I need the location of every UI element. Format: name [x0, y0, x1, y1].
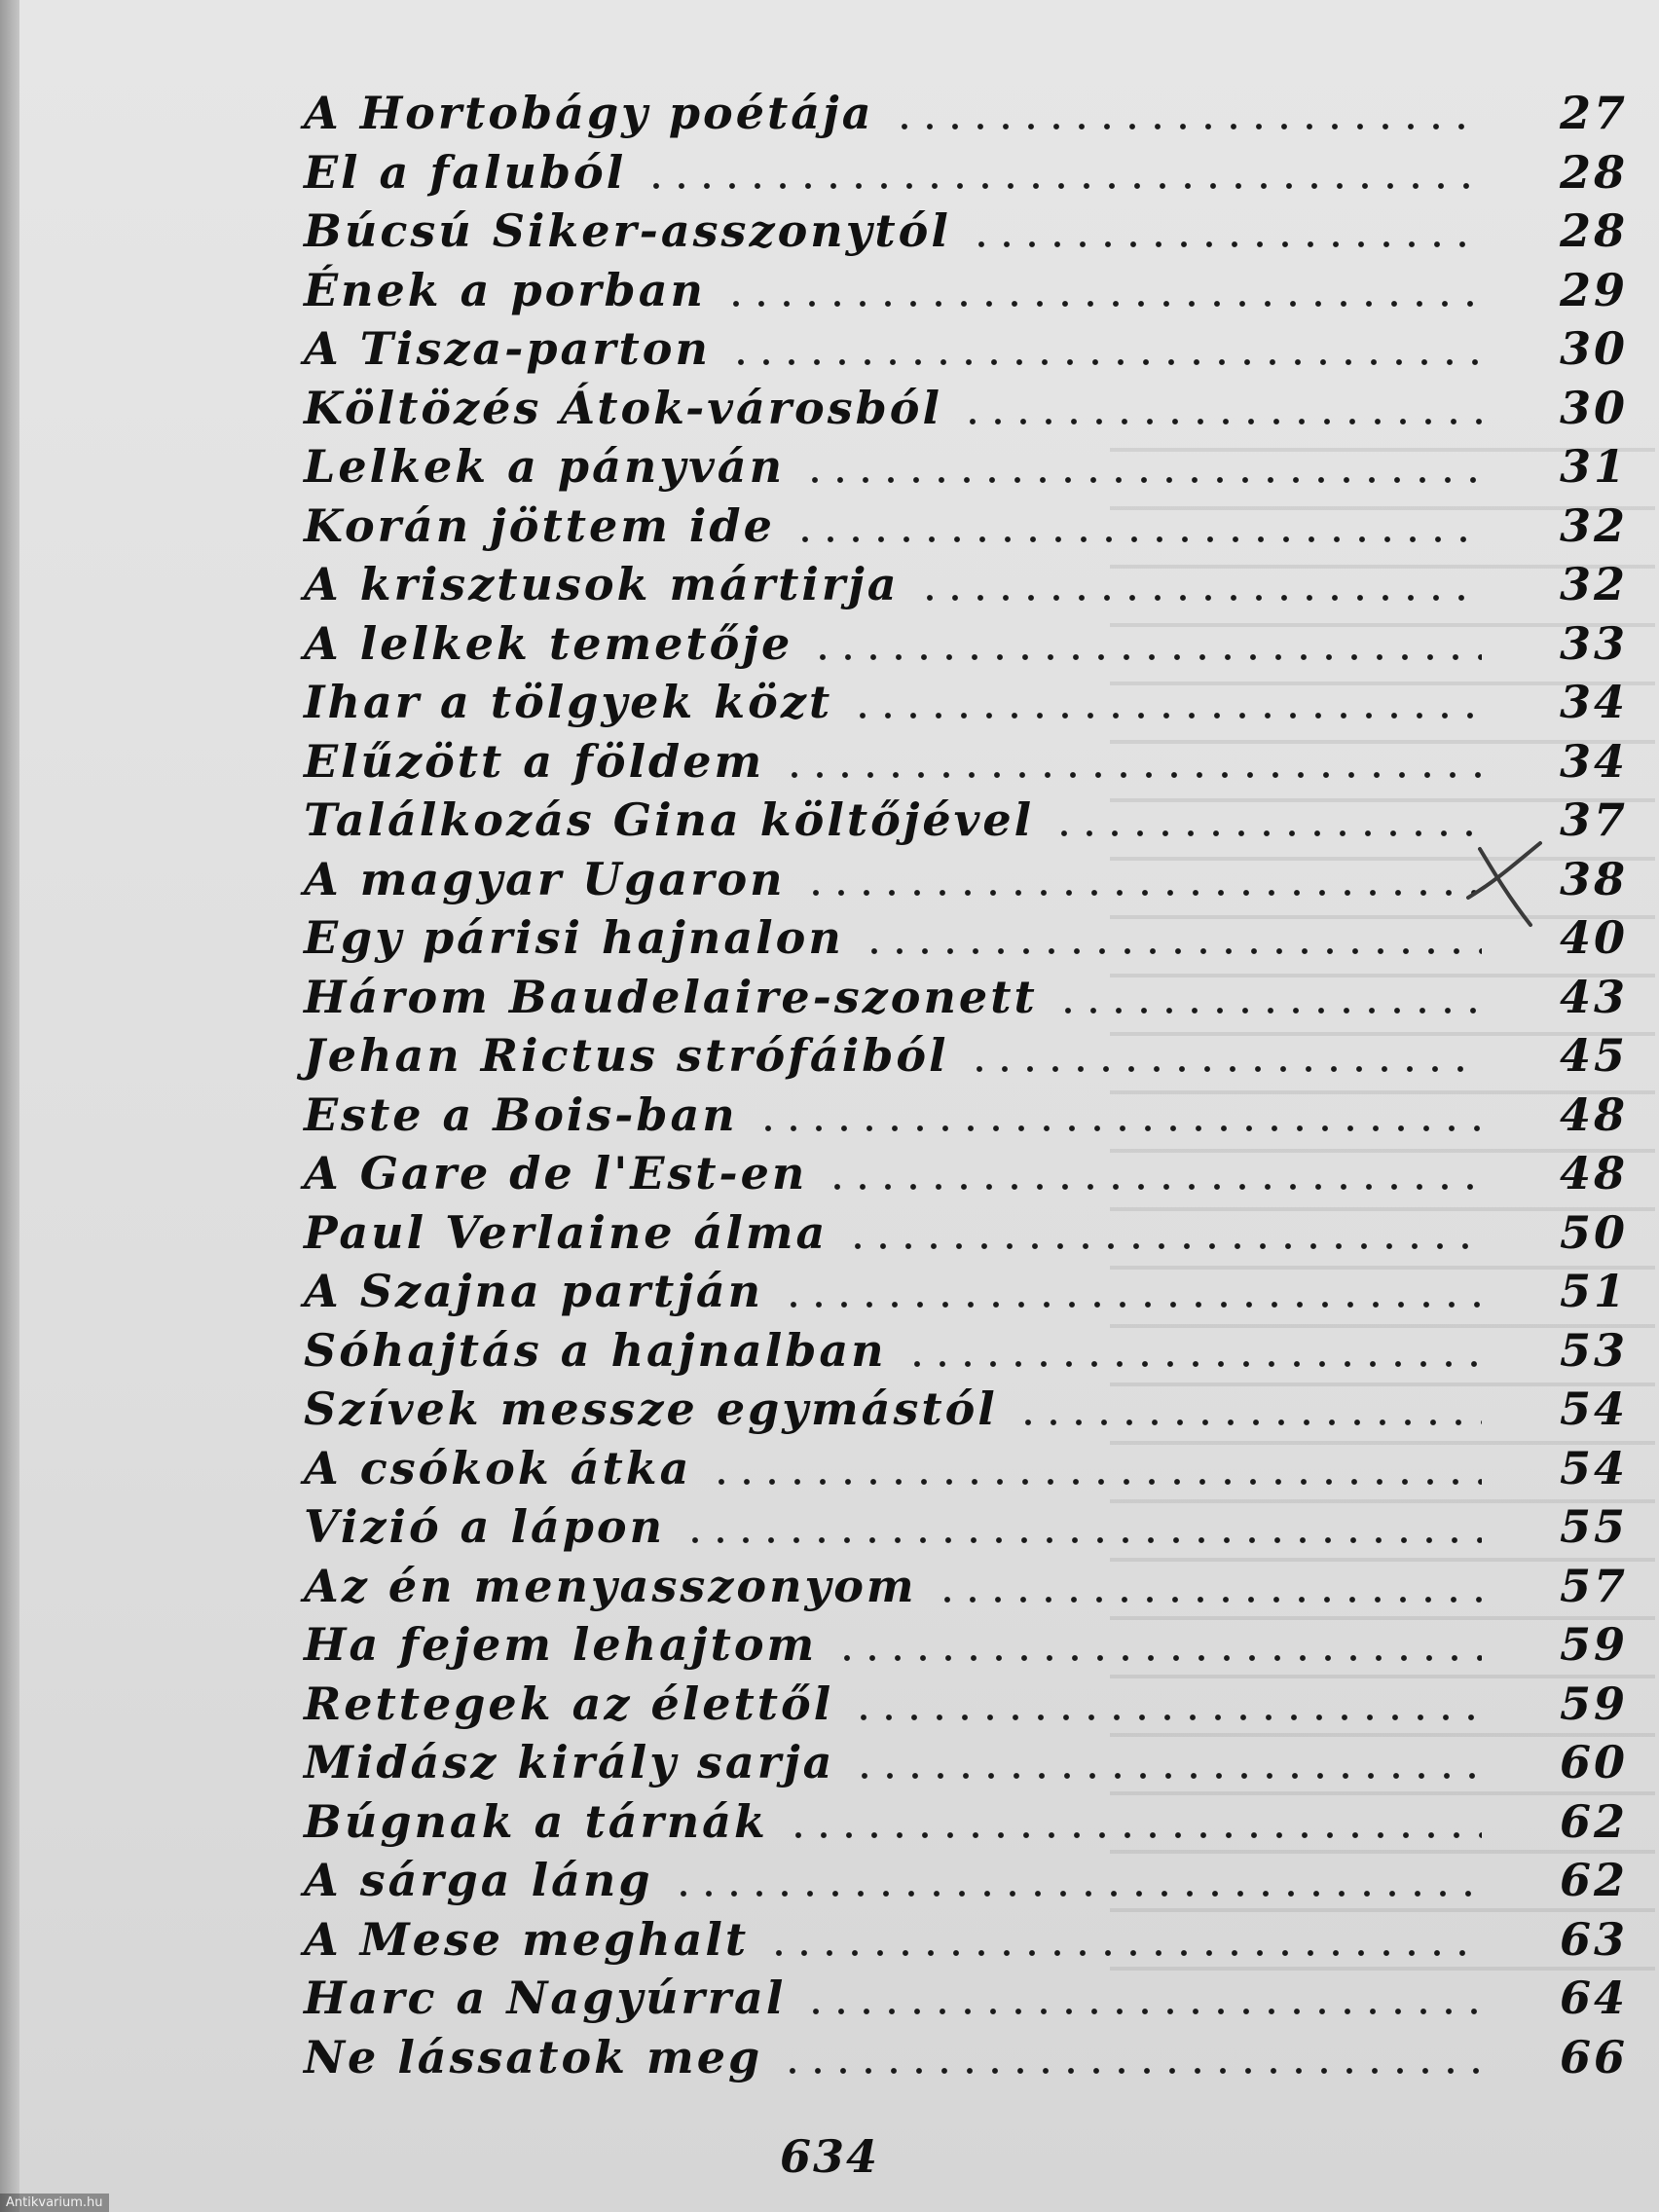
toc-entry-title: A magyar Ugaron [304, 852, 786, 905]
toc-entry-page: 28 [1559, 204, 1628, 258]
toc-entry-title: Midász király sarja [304, 1736, 835, 1789]
toc-entry [304, 1557, 1628, 1616]
toc-entry-title: Költözés Átok-városból [304, 381, 942, 434]
dot-leader [780, 2035, 1482, 2080]
toc-entry-page: 50 [1559, 1205, 1628, 1259]
toc-entry-page: 30 [1559, 381, 1628, 434]
toc-entry [304, 379, 1628, 438]
toc-entry-title: Ne lássatok meg [304, 2030, 763, 2083]
toc-entry-page: 48 [1559, 1088, 1628, 1141]
dot-leader [682, 1504, 1482, 1549]
toc-entry-title: Paul Verlaine álma [304, 1205, 829, 1259]
toc-entry-page: 45 [1559, 1029, 1628, 1083]
toc-entry-title: A Tisza-parton [304, 322, 711, 376]
toc-entry-page: 40 [1559, 911, 1628, 965]
table-of-contents [304, 84, 1628, 2086]
toc-entry [304, 1969, 1628, 2028]
toc-entry [304, 1026, 1628, 1086]
dot-leader [802, 444, 1482, 489]
toc-entry [304, 84, 1628, 143]
toc-entry [304, 908, 1628, 968]
toc-entry [304, 791, 1628, 850]
toc-entry [304, 1380, 1628, 1439]
toc-entry [304, 143, 1628, 203]
toc-entry-title: Ihar a tölgyek közt [304, 676, 833, 729]
toc-entry-title: Sóhajtás a hajnalban [304, 1323, 887, 1377]
toc-entry-title: A Mese meghalt [304, 1912, 750, 1966]
toc-entry-page: 64 [1559, 1972, 1628, 2025]
toc-entry [304, 319, 1628, 379]
toc-entry-page: 28 [1559, 145, 1628, 199]
toc-entry-title: Jehan Rictus strófáiból [304, 1029, 949, 1083]
toc-entry [304, 497, 1628, 556]
toc-entry [304, 1733, 1628, 1792]
toc-entry-title: Lelkek a pányván [304, 440, 786, 494]
toc-entry-title: Este a Bois-ban [304, 1088, 738, 1141]
toc-entry-title: Szívek messze egymástól [304, 1382, 998, 1436]
toc-entry-page: 59 [1559, 1618, 1628, 1672]
dot-leader [845, 1210, 1482, 1255]
toc-entry-title: Egy párisi hajnalon [304, 911, 844, 965]
toc-entry [304, 1144, 1628, 1203]
toc-entry-page: 51 [1559, 1265, 1628, 1318]
toc-entry [304, 1203, 1628, 1263]
dot-leader [834, 1622, 1482, 1667]
toc-entry [304, 1675, 1628, 1734]
toc-entry-page: 34 [1559, 676, 1628, 729]
dot-leader [1051, 797, 1482, 842]
dot-leader [892, 91, 1482, 135]
toc-entry-title: Az én menyasszonyom [304, 1559, 917, 1612]
toc-entry-page: 32 [1559, 558, 1628, 611]
toc-entry-page: 55 [1559, 1500, 1628, 1554]
toc-entry [304, 1910, 1628, 1970]
toc-entry-page: 66 [1559, 2030, 1628, 2083]
toc-entry-page: 63 [1559, 1912, 1628, 1966]
dot-leader [756, 1092, 1482, 1137]
toc-entry [304, 968, 1628, 1027]
toc-entry-title: A Hortobágy poétája [304, 87, 874, 140]
dot-leader [786, 1799, 1482, 1844]
dot-leader [967, 1033, 1482, 1078]
dot-leader [825, 1151, 1482, 1196]
toc-entry-page: 27 [1559, 87, 1628, 140]
toc-entry-title: Korán jöttem ide [304, 498, 775, 552]
toc-entry [304, 850, 1628, 909]
dot-leader [803, 857, 1482, 902]
toc-entry-page: 29 [1559, 263, 1628, 316]
toc-entry-page: 54 [1559, 1441, 1628, 1494]
dot-leader [904, 1328, 1482, 1373]
toc-entry-title: A Gare de l'Est-en [304, 1147, 808, 1200]
toc-entry-title: Búgnak a tárnák [304, 1794, 768, 1848]
toc-entry-title: Ének a porban [304, 263, 706, 316]
toc-entry [304, 614, 1628, 674]
toc-entry-title: Búcsú Siker-asszonytól [304, 204, 951, 258]
dot-leader [917, 562, 1482, 607]
toc-entry-title: Három Baudelaire-szonett [304, 970, 1038, 1023]
dot-leader [960, 386, 1482, 430]
toc-entry [304, 1262, 1628, 1321]
toc-entry [304, 1321, 1628, 1381]
toc-entry-page: 34 [1559, 734, 1628, 788]
toc-entry-title: Ha fejem lehajtom [304, 1618, 818, 1672]
toc-entry-page: 59 [1559, 1677, 1628, 1730]
dot-leader [969, 208, 1482, 253]
toc-entry [304, 1439, 1628, 1498]
toc-entry-title: Harc a Nagyúrral [304, 1972, 787, 2025]
toc-entry-title: Elűzött a földem [304, 734, 765, 788]
toc-entry [304, 1615, 1628, 1675]
toc-entry-page: 62 [1559, 1854, 1628, 1907]
dot-leader [852, 1740, 1482, 1785]
toc-entry [304, 1086, 1628, 1145]
toc-entry-page: 57 [1559, 1559, 1628, 1612]
dot-leader [1015, 1386, 1482, 1431]
dot-leader [1055, 975, 1482, 1019]
dot-leader [935, 1564, 1482, 1608]
dot-leader [671, 1858, 1482, 1902]
toc-entry [304, 1851, 1628, 1910]
toc-entry [304, 261, 1628, 320]
toc-entry-page: 37 [1559, 793, 1628, 847]
dot-leader [782, 739, 1482, 784]
dot-leader [644, 150, 1482, 195]
toc-entry-page: 30 [1559, 322, 1628, 376]
toc-entry-page: 48 [1559, 1147, 1628, 1200]
dot-leader [803, 1975, 1482, 2020]
toc-entry-page: 62 [1559, 1794, 1628, 1848]
toc-entry-page: 60 [1559, 1736, 1628, 1789]
watermark: Antikvarium.hu [0, 2194, 109, 2212]
dot-leader [793, 503, 1482, 548]
dot-leader [850, 680, 1482, 724]
handwritten-x-mark [1460, 830, 1548, 937]
toc-entry-page: 43 [1559, 970, 1628, 1023]
dot-leader [810, 621, 1482, 666]
toc-entry-page: 32 [1559, 498, 1628, 552]
toc-entry [304, 673, 1628, 732]
dot-leader [728, 326, 1482, 371]
toc-entry-title: A Szajna partján [304, 1265, 764, 1318]
toc-entry-title: A krisztusok mártirja [304, 558, 900, 611]
page-number: 634 [779, 2130, 880, 2183]
toc-entry-page: 54 [1559, 1382, 1628, 1436]
toc-entry-title: A sárga láng [304, 1854, 653, 1907]
toc-entry-title: Vizió a lápon [304, 1500, 666, 1554]
toc-entry-page: 33 [1559, 616, 1628, 670]
toc-entry-title: El a faluból [304, 145, 627, 199]
toc-entry-title: A csókok átka [304, 1441, 692, 1494]
dot-leader [709, 1446, 1482, 1491]
dot-leader [851, 1681, 1482, 1726]
dot-leader [862, 915, 1482, 960]
toc-entry [304, 555, 1628, 614]
dot-leader [766, 1917, 1482, 1962]
toc-entry-title: A lelkek temetője [304, 616, 793, 670]
toc-entry-page: 38 [1559, 852, 1628, 905]
toc-entry-title: Találkozás Gina költőjével [304, 793, 1035, 847]
dot-leader [723, 268, 1482, 313]
toc-entry [304, 1497, 1628, 1557]
toc-entry-page: 31 [1559, 440, 1628, 494]
toc-entry [304, 1792, 1628, 1852]
toc-entry [304, 2028, 1628, 2087]
toc-entry [304, 437, 1628, 497]
toc-entry [304, 732, 1628, 792]
dot-leader [781, 1269, 1482, 1313]
toc-entry-title: Rettegek az élettől [304, 1677, 834, 1730]
toc-entry-page: 53 [1559, 1323, 1628, 1377]
toc-entry [304, 202, 1628, 261]
